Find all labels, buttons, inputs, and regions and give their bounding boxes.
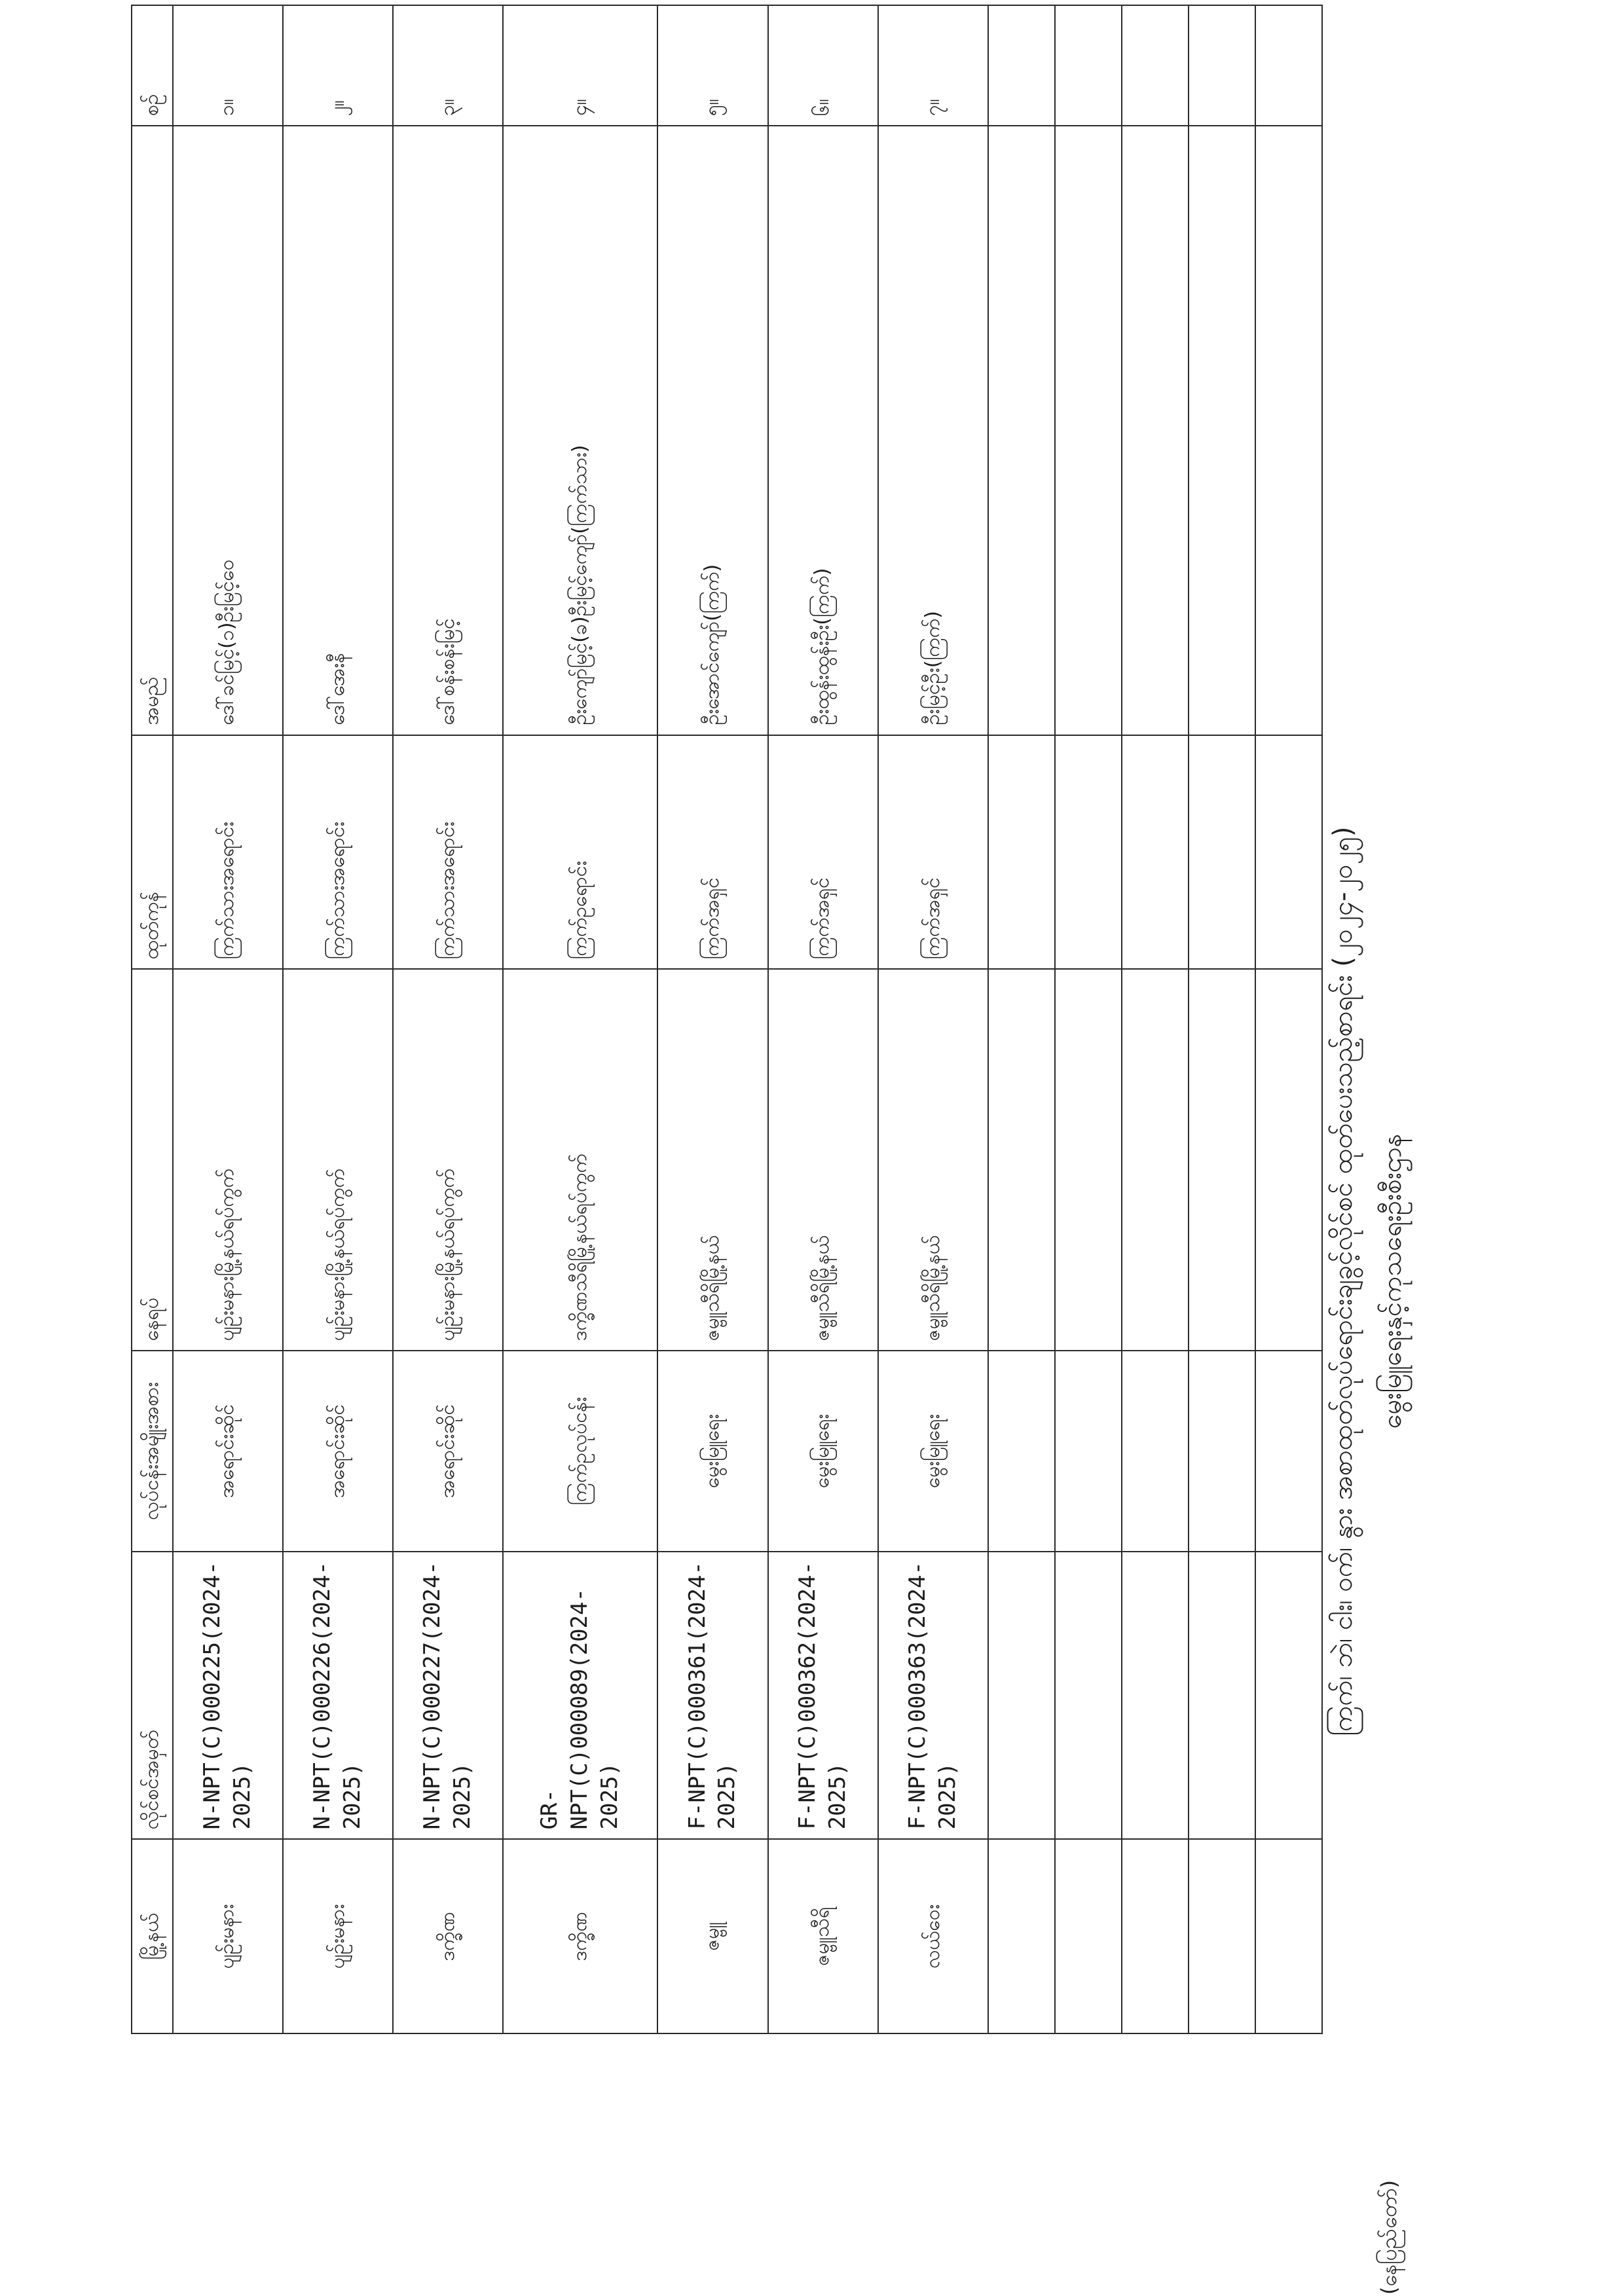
cell-serial — [283, 5, 393, 126]
cell-name — [878, 126, 988, 735]
blank-cell — [1189, 1552, 1255, 1840]
cell-organization-text: ဒက္ခိဏ — [568, 1912, 591, 1961]
blank-cell — [1055, 5, 1122, 126]
cell-product — [878, 735, 988, 970]
table-row — [768, 5, 878, 2033]
blank-cell — [1189, 1351, 1255, 1552]
cell-name — [283, 126, 393, 735]
cell-organization-text: ဇမ္ဗူ — [701, 1922, 724, 1951]
cell-organization-text: ပျဉ်းမနား — [215, 1904, 239, 1969]
blank-cell — [1255, 1552, 1322, 1840]
blank-cell — [1189, 735, 1255, 970]
cell-organization — [768, 1840, 878, 2034]
cell-organization-text: ဒက္ခိဏ — [435, 1912, 459, 1961]
blank-cell — [1122, 126, 1189, 735]
blank-cell — [988, 969, 1055, 1351]
cell-organization — [503, 1840, 657, 2034]
cell-license-type — [878, 1351, 988, 1552]
blank-cell — [988, 126, 1055, 735]
cell-name-text: ဒေါ်အေးနီ — [325, 653, 349, 725]
table-row — [393, 5, 503, 2033]
cell-serial-text: ၄။ — [568, 99, 591, 117]
blank-cell — [1255, 5, 1322, 126]
cell-license-type — [768, 1351, 878, 1552]
cell-name-text: ဦးကျော်မြင့်(ခ)ဦးမြင့်ကျော်(ကြက်သား) — [568, 445, 591, 725]
table-header-row — [132, 5, 173, 2033]
blank-cell — [988, 1840, 1055, 2034]
cell-address-text: ပျဉ်းမနားမြို့နယ်ရပ်ကွက် — [325, 1168, 349, 1341]
blank-cell — [1122, 969, 1189, 1351]
cell-product-text: ကြက်အရှင် — [921, 877, 944, 960]
cell-serial — [393, 5, 503, 126]
blank-cell — [988, 1552, 1055, 1840]
cell-product-text: ကြက်သားအရောင်း — [215, 822, 239, 960]
blank-cell — [1055, 1351, 1122, 1552]
cell-organization-text: လယ်ဝေး — [921, 1904, 944, 1969]
cell-serial-text: ၇။ — [921, 99, 944, 117]
blank-cell — [1122, 735, 1189, 970]
cell-serial-text: ၁။ — [215, 99, 239, 117]
cell-name-text: ဦးထွန်းထွန်းဦး(ကြက်) — [811, 568, 834, 725]
cell-product-text: ကြက်သားအရောင်း — [435, 822, 459, 960]
cell-license-no-text: N-NPT(C)000225(2024-2025) — [198, 1561, 255, 1830]
cell-license-type — [283, 1351, 393, 1552]
cell-address-text: ဇမ္ဗူသီရိမြို့နယ် — [811, 1235, 834, 1341]
blank-cell — [1055, 1840, 1122, 2034]
cell-address-text: ပျဉ်းမနားမြို့နယ်ရပ်ကွက် — [435, 1168, 459, 1341]
blank-cell — [1122, 1351, 1189, 1552]
cell-address — [393, 969, 503, 1351]
cell-license-type-text: မွေးမြူရေး — [701, 1414, 724, 1488]
cell-address — [878, 969, 988, 1351]
cell-license-no-text: N-NPT(C)000226(2024-2025) — [308, 1561, 365, 1830]
document-subtitle: မွေးမြူရေးနှင့်ကုသရေးဦးစီးဌာန — [1377, 1133, 1407, 1429]
cell-license-no — [173, 1552, 283, 1840]
blank-cell — [1189, 1840, 1255, 2034]
cell-license-no-text: F-NPT(C)000363(2024-2025) — [904, 1561, 961, 1830]
cell-serial-text: ၆။ — [811, 99, 834, 117]
cell-license-type-text: ကြက်ဥလုပ်ငန်း — [568, 1396, 591, 1506]
blank-cell — [1189, 126, 1255, 735]
blank-cell — [1055, 735, 1122, 970]
cell-serial-text: ၅။ — [701, 99, 724, 117]
document-title: ကြက်၊ ဘဲ၊ ငါး၊ ဝက်၊ နွား အစာထုတ်လုပ်ရောင်းချခွင့်လိုင်စင် ထုတ်ပေးသည့်စာရင်း (၂၀၂၄-၂၀၂၅) — [1328, 826, 1358, 1736]
cell-organization — [393, 1840, 503, 2034]
header-address: နေရပ် — [132, 969, 173, 1351]
blank-cell — [1189, 5, 1255, 126]
unit-label: (နေပြည်တော်) — [1376, 2179, 1401, 2295]
blank-cell — [1055, 1552, 1122, 1840]
cell-address — [503, 969, 657, 1351]
blank-cell — [1122, 1840, 1189, 2034]
cell-organization-text: ဇမ္ဗူသီရိ — [811, 1906, 834, 1966]
header-name: အမည် — [132, 126, 173, 735]
cell-license-type-text: အရောင်းဆိုင် — [325, 1404, 349, 1499]
blank-cell — [988, 1351, 1055, 1552]
blank-cell — [1122, 1552, 1189, 1840]
header-organization: မြို့နယ် — [132, 1840, 173, 2034]
cell-license-type-text: အရောင်းဆိုင် — [215, 1404, 239, 1499]
cell-serial-text: ၃။ — [435, 99, 459, 117]
cell-license-type-text: မွေးမြူရေး — [921, 1414, 944, 1488]
cell-product — [393, 735, 503, 970]
cell-name-text: ဦးအောင်ကျော်(ကြက်) — [701, 564, 724, 725]
cell-product-text: ကြက်အရှင် — [811, 877, 834, 960]
cell-name-text: ဒေါ်ခင်မြင့်(၁)ဦးမြင့်ဝေ — [215, 559, 239, 725]
cell-license-no — [393, 1552, 503, 1840]
cell-product-text: ကြက်အရှင် — [701, 877, 724, 960]
cell-address-text: ဒက္ခိဏသီရိမြို့နယ်ရပ်ကွက် — [568, 1154, 591, 1341]
cell-license-type-text: အရောင်းဆိုင် — [435, 1404, 459, 1499]
cell-license-type — [657, 1351, 767, 1552]
blank-cell — [1189, 969, 1255, 1351]
cell-product — [768, 735, 878, 970]
table-row — [503, 5, 657, 2033]
blank-cell — [1255, 969, 1322, 1351]
cell-organization — [657, 1840, 767, 2034]
blank-table-row — [1122, 5, 1189, 2033]
blank-cell — [1255, 1840, 1322, 2034]
cell-license-type — [393, 1351, 503, 1552]
header-serial: စဉ် — [132, 5, 173, 126]
table-row — [283, 5, 393, 2033]
cell-serial — [657, 5, 767, 126]
cell-product — [283, 735, 393, 970]
cell-organization-text: ပျဉ်းမနား — [325, 1904, 349, 1969]
blank-cell — [1255, 1351, 1322, 1552]
cell-serial — [768, 5, 878, 126]
blank-table-row — [1255, 5, 1322, 2033]
cell-license-type — [173, 1351, 283, 1552]
cell-serial — [173, 5, 283, 126]
cell-organization — [283, 1840, 393, 2034]
header-license-no: လိုင်စင်အမှတ် — [132, 1552, 173, 1840]
table-row — [657, 5, 767, 2033]
cell-license-type-text: မွေးမြူရေး — [811, 1414, 834, 1488]
blank-cell — [1055, 969, 1122, 1351]
cell-product-text: ကြက်သားအရောင်း — [325, 822, 349, 960]
cell-address-text: ဇမ္ဗူသီရိမြို့နယ် — [701, 1235, 724, 1341]
cell-product — [503, 735, 657, 970]
cell-serial-text: ၂။ — [325, 100, 349, 117]
cell-product — [173, 735, 283, 970]
cell-license-type — [503, 1351, 657, 1552]
cell-name-text: ဦးမြင့်ဦး(ကြက်) — [921, 611, 944, 725]
cell-product — [657, 735, 767, 970]
cell-license-no-text: GR-NPT(C)000089(2024-2025) — [536, 1588, 623, 1830]
table-row — [878, 5, 988, 2033]
table-row — [173, 5, 283, 2033]
cell-address — [173, 969, 283, 1351]
cell-organization — [878, 1840, 988, 2034]
cell-license-no-text: F-NPT(C)000362(2024-2025) — [794, 1561, 851, 1830]
cell-address-text: ပျဉ်းမနားမြို့နယ်ရပ်ကွက် — [215, 1168, 239, 1341]
cell-name — [768, 126, 878, 735]
blank-cell — [988, 5, 1055, 126]
cell-address — [657, 969, 767, 1351]
table-body — [173, 5, 1323, 2033]
cell-license-no-text: N-NPT(C)000227(2024-2025) — [419, 1561, 476, 1830]
cell-name — [393, 126, 503, 735]
blank-cell — [1255, 126, 1322, 735]
cell-license-no — [657, 1552, 767, 1840]
cell-name — [173, 126, 283, 735]
cell-license-no-text: F-NPT(C)000361(2024-2025) — [684, 1561, 741, 1830]
license-table — [131, 5, 1323, 2034]
cell-serial — [878, 5, 988, 126]
cell-address — [283, 969, 393, 1351]
cell-license-no — [503, 1552, 657, 1840]
blank-cell — [1122, 5, 1189, 126]
blank-table-row — [1055, 5, 1122, 2033]
blank-cell — [1055, 126, 1122, 735]
blank-table-row — [988, 5, 1055, 2033]
cell-license-no — [768, 1552, 878, 1840]
cell-address — [768, 969, 878, 1351]
cell-serial — [503, 5, 657, 126]
blank-cell — [1255, 735, 1322, 970]
cell-name — [503, 126, 657, 735]
blank-cell — [988, 735, 1055, 970]
cell-name-text: ဒေါ်စန်းစန်းမြင့် — [435, 618, 459, 725]
cell-name — [657, 126, 767, 735]
cell-address-text: ဇမ္ဗူသီရိမြို့နယ် — [921, 1235, 944, 1341]
header-license-type: လုပ်ငန်းအမျိုးအစား — [132, 1351, 173, 1552]
cell-product-text: ကြက်ဥရောင်း — [568, 860, 591, 960]
cell-organization — [173, 1840, 283, 2034]
cell-license-no — [878, 1552, 988, 1840]
header-product: ထုတ်ကုန် — [132, 735, 173, 970]
blank-table-row — [1189, 5, 1255, 2033]
cell-license-no — [283, 1552, 393, 1840]
